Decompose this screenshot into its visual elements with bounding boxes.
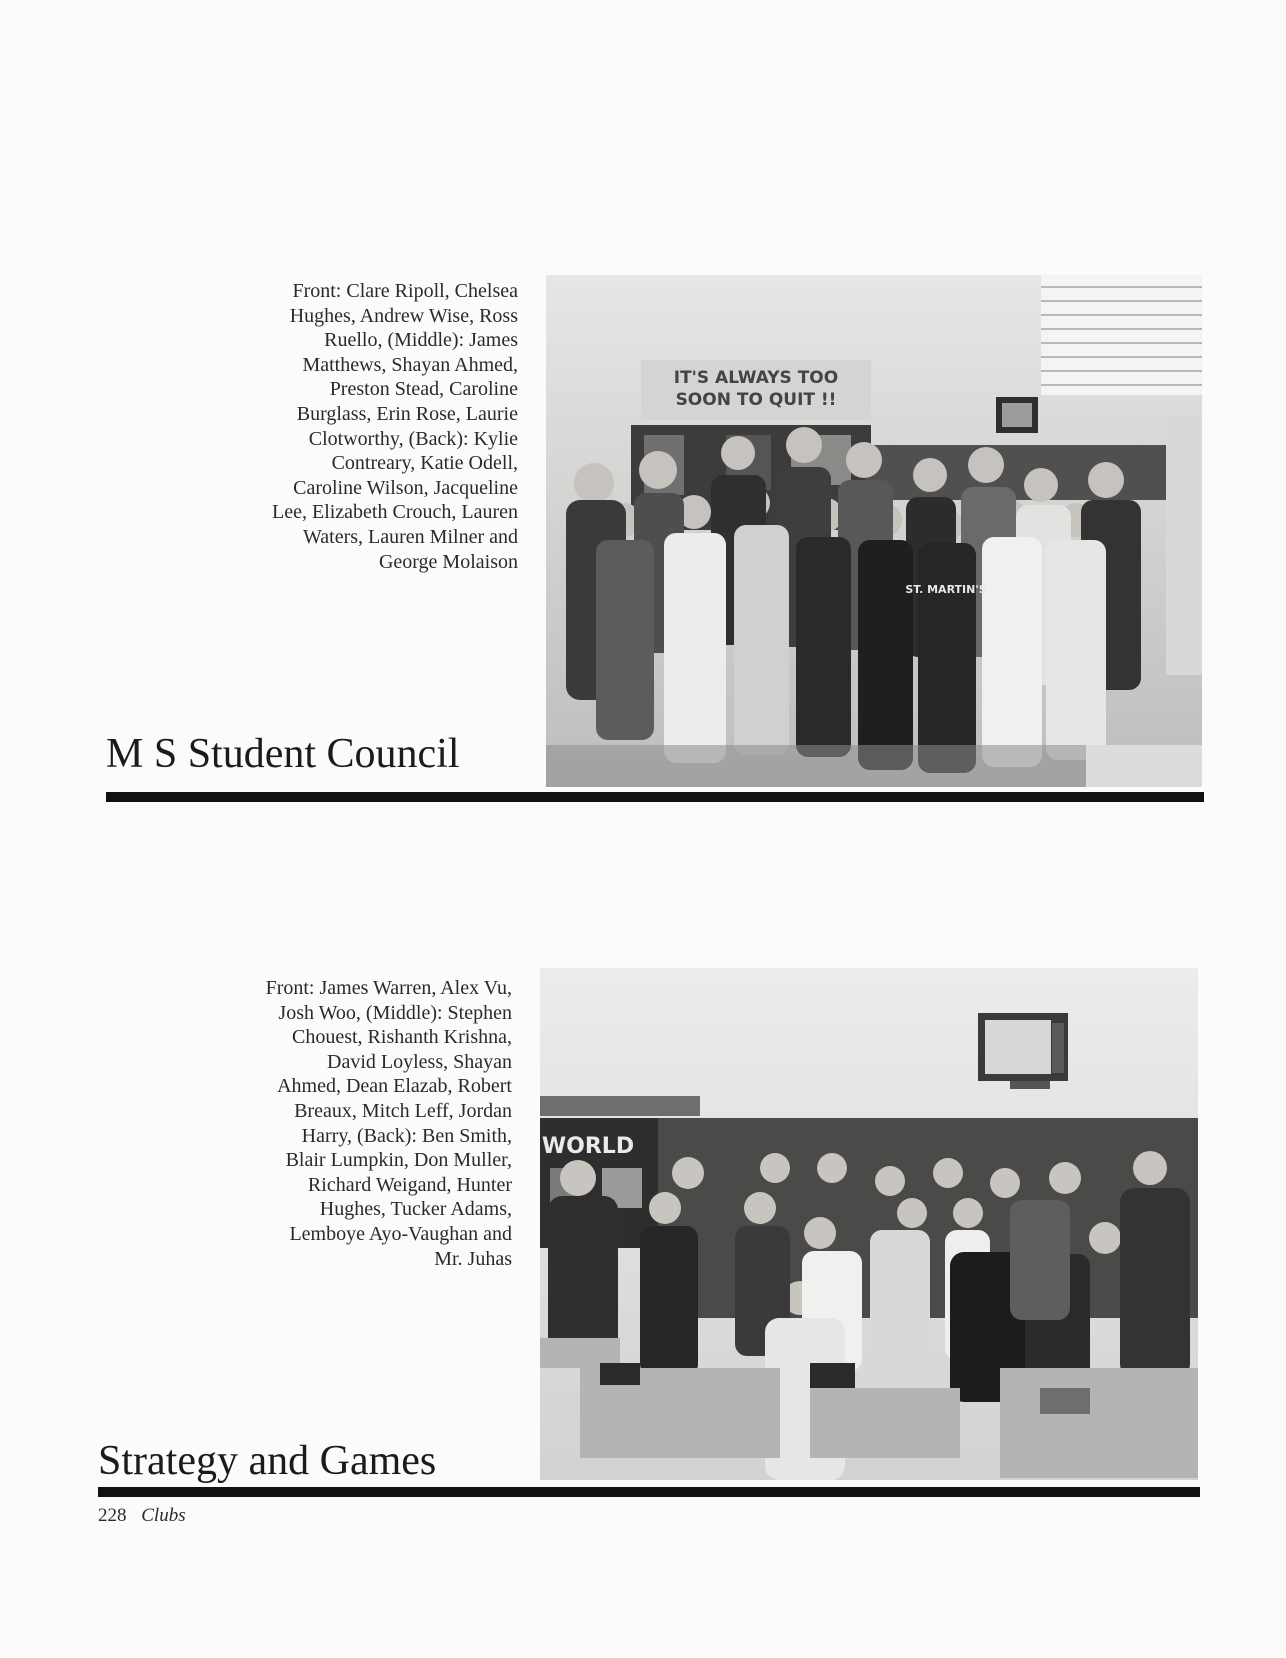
sign-line-2: SOON TO QUIT !!: [675, 390, 837, 410]
strategy-games-photo-graphic: [540, 968, 1198, 1480]
student-council-caption: Front: Clare Ripoll, Chelsea Hughes, Andrew Wise, Ross Ruello, (Middle): James Matthews, Shayan Ahmed, Preston Stead, Caroline Burglass, Erin Rose, Laurie Clotworthy, (Back): Kylie Contreary, Katie Odell, Caroline Wilson, Jacqueline Lee, Elizabeth Crouch, Lauren Waters, Lauren Milner and George Molaison: [272, 280, 518, 573]
student-council-title: M S Student Council: [106, 731, 460, 777]
page-number: 228: [98, 1505, 127, 1526]
sweatshirt-text: ST. MARTIN'S: [905, 583, 987, 596]
student-council-divider: [106, 792, 1204, 802]
sign-line-1: IT'S ALWAYS TOO: [673, 368, 839, 388]
strategy-games-title: Strategy and Games: [98, 1438, 437, 1484]
student-council-photo: [546, 275, 1202, 787]
board-word: WORLD: [541, 1134, 635, 1159]
strategy-games-photo: [540, 968, 1198, 1480]
page-footer: [98, 1505, 186, 1527]
strategy-games-divider: [98, 1487, 1200, 1497]
strategy-games-caption: Front: James Warren, Alex Vu, Josh Woo, (Middle): Stephen Chouest, Rishanth Krishna, David Loyless, Shayan Ahmed, Dean Elazab, Robert Breaux, Mitch Leff, Jordan Harry, (Back): Ben Smith, Blair Lumpkin, Don Muller, Richard Weigand, Hunter Hughes, Tucker Adams, Lemboye Ayo-Vaughan and Mr. Juhas: [265, 977, 512, 1270]
footer-section-name: Clubs: [141, 1505, 186, 1526]
student-council-photo-graphic: [546, 275, 1202, 787]
